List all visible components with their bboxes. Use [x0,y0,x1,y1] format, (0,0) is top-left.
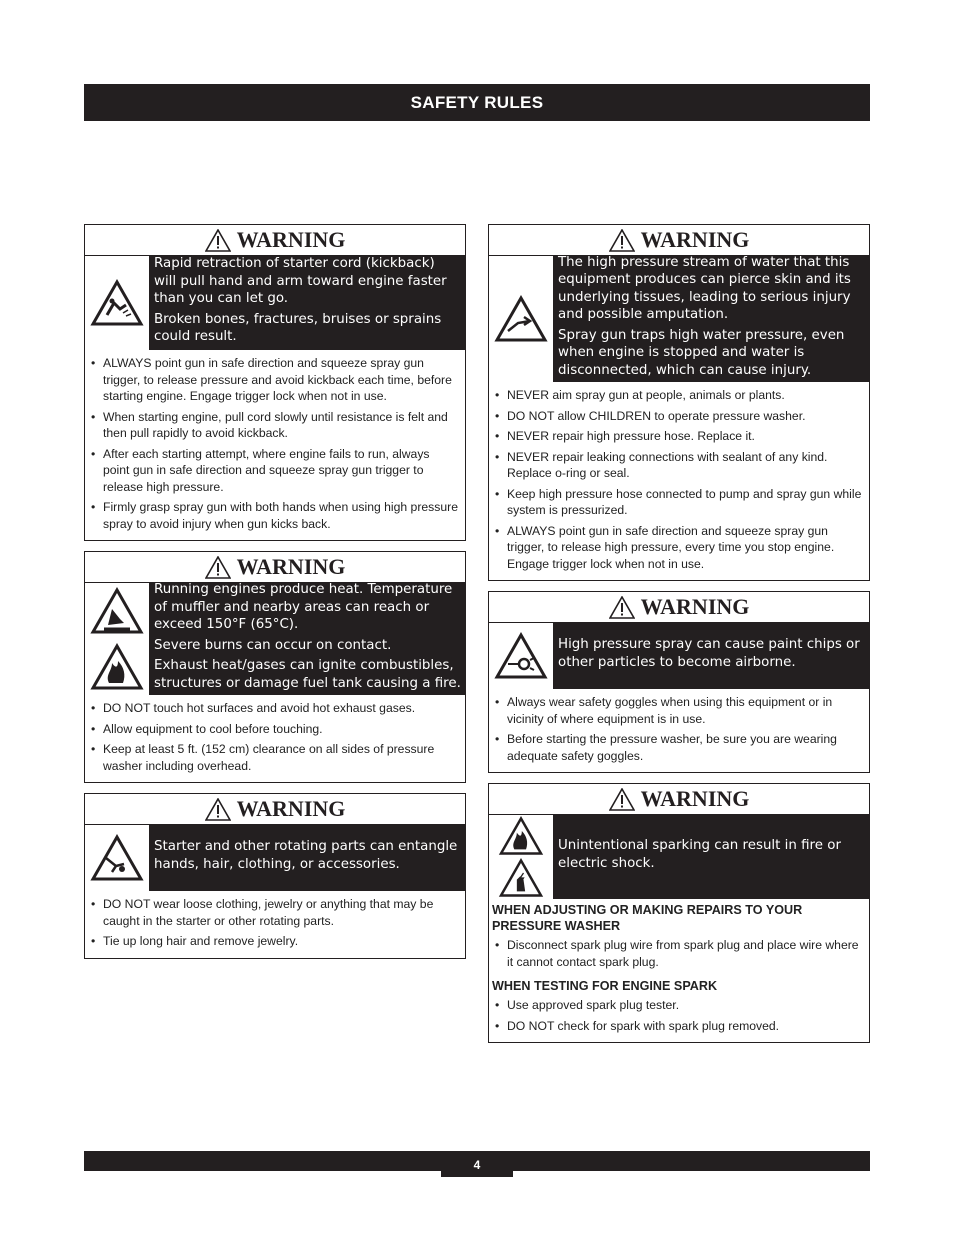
list-item: • Use approved spark plug tester. [495,997,863,1014]
list-item: • Before starting the pressure washer, be sure you are wearing adequate safety goggles. [495,731,863,764]
list-item: • ALWAYS point gun in safe direction and squeeze spray gun trigger, to release pressure and avoid kickback each time, before starting engine. Engage trigger lock when not in use. [91,355,459,405]
right-column [488,224,870,1053]
warning-box-high-pressure [488,224,870,581]
hazard-panel [85,583,465,695]
list-item: • Tie up long hair and remove jewelry. [91,933,459,950]
safety-list [489,934,869,978]
hazard-paragraph: Starter and other rotating parts can entangle hands, hair, clothing, or accessories. [154,839,458,872]
injection-hazard-icon [489,256,553,382]
hazard-paragraph: Exhaust heat/gases can ignite combustibles, structures or damage fuel tank causing a fire. [154,658,461,691]
list-item: • When starting engine, pull cord slowly until resistance is felt and then pull rapidly to avoid kickback. [91,409,459,442]
eye-protection-icon [489,623,553,689]
warning-label: WARNING [236,796,346,821]
safety-list [85,891,465,958]
hazard-panel [489,815,869,899]
list-item: • DO NOT check for spark with spark plug removed. [495,1018,863,1035]
warning-box-rotating [84,793,466,959]
list-item: • NEVER repair leaking connections with sealant of any kind. Replace o-ring or seal. [495,449,863,482]
warning-label: WARNING [236,554,346,579]
list-item: • Disconnect spark plug wire from spark plug and place wire where it cannot contact spark plug. [495,937,863,970]
alert-triangle-icon [609,596,635,619]
safety-list [85,695,465,782]
hazard-paragraph: Rapid retraction of starter cord (kickback) will pull hand and arm toward engine faster than you can let go. [154,256,447,307]
warning-label: WARNING [640,227,750,252]
list-item: • DO NOT touch hot surfaces and avoid hot exhaust gases. [91,700,459,717]
subheading-repairs: WHEN ADJUSTING OR MAKING REPAIRS TO YOUR PRESSURE WASHER [492,903,803,933]
alert-triangle-icon [205,556,231,579]
fire-hazard-icon [489,815,553,858]
warning-box-heat [84,551,466,783]
list-item: • After each starting attempt, where engine fails to run, always point gun in safe direction and squeeze spray gun trigger to release high pressure. [91,446,459,496]
hazard-icons [489,256,554,382]
hazard-paragraph: High pressure spray can cause paint chips or other particles to become airborne. [558,637,860,670]
warning-label: WARNING [640,786,750,811]
warning-label: WARNING [236,227,346,252]
kickback-hazard-icon [85,256,149,350]
subheading-spark-testing: WHEN TESTING FOR ENGINE SPARK [492,979,718,993]
hazard-icons [85,825,150,891]
hazard-icons [489,815,554,899]
warning-heading [85,794,465,825]
alert-triangle-icon [205,798,231,821]
electric-shock-icon [489,858,553,900]
warning-heading [85,225,465,256]
hazard-text [554,623,869,689]
hazard-paragraph: Running engines produce heat. Temperature of muffler and nearby areas can reach or exceed 150°F (65°C). [154,582,453,632]
list-item: • DO NOT wear loose clothing, jewelry or anything that may be caught in the starter or other rotating parts. [91,896,459,929]
hazard-panel [85,825,465,891]
left-column [84,224,466,969]
warning-heading [85,552,465,583]
list-item: • ALWAYS point gun in safe direction and squeeze spray gun trigger, to release high pressure, every time you stop engine. Engage trigger lock when not in use. [495,523,863,573]
list-item: • NEVER aim spray gun at people, animals or plants. [495,387,863,404]
section-header: SAFETY RULES [84,84,870,121]
hazard-icons [489,623,554,689]
hazard-paragraph: The high pressure stream of water that this equipment produces can pierce skin and its underlying tissues, leading to serious injury and possible amputation. [558,254,851,323]
hazard-icons [85,256,150,350]
hazard-text [554,815,869,899]
warning-heading [489,592,869,623]
warning-label: WARNING [640,594,750,619]
hazard-text [554,256,869,382]
warning-box-airborne [488,591,870,773]
list-item: • NEVER repair high pressure hose. Replace it. [495,428,863,445]
warning-box-kickback [84,224,466,541]
alert-triangle-icon [205,229,231,252]
hazard-paragraph: Spray gun traps high water pressure, even when engine is stopped and water is disconnected, which can cause injury. [558,327,845,378]
fire-hazard-icon [85,640,149,696]
page-number: 4 [441,1153,513,1177]
safety-list [489,689,869,772]
alert-triangle-icon [609,229,635,252]
entanglement-icon [85,825,149,891]
list-item: • Keep high pressure hose connected to pump and spray gun while system is pressurized. [495,486,863,519]
alert-triangle-icon [609,788,635,811]
hazard-paragraph: Broken bones, fractures, bruises or sprains could result. [154,311,442,345]
hazard-text [150,583,465,695]
hazard-paragraph: Severe burns can occur on contact. [154,637,392,653]
list-item: • Firmly grasp spray gun with both hands when using high pressure spray to avoid injury when gun kicks back. [91,499,459,532]
hazard-panel [85,256,465,350]
warning-heading [489,225,869,256]
hazard-panel [489,256,869,382]
hazard-text [150,256,465,350]
safety-list [489,382,869,580]
list-item: • Allow equipment to cool before touching. [91,721,459,738]
warning-box-spark [488,783,870,1043]
list-item: • DO NOT allow CHILDREN to operate pressure washer. [495,408,863,425]
hazard-panel [489,623,869,689]
hazard-icons [85,583,150,695]
list-item: • Keep at least 5 ft. (152 cm) clearance on all sides of pressure washer including overhead. [91,741,459,774]
warning-heading [489,784,869,815]
safety-list [85,350,465,540]
list-item: • Always wear safety goggles when using this equipment or in vicinity of where equipment is in use. [495,694,863,727]
hazard-text [150,825,465,891]
hazard-paragraph: Unintentional sparking can result in fire or electric shock. [558,838,841,871]
safety-list [489,994,869,1042]
hot-surface-icon [85,583,149,640]
